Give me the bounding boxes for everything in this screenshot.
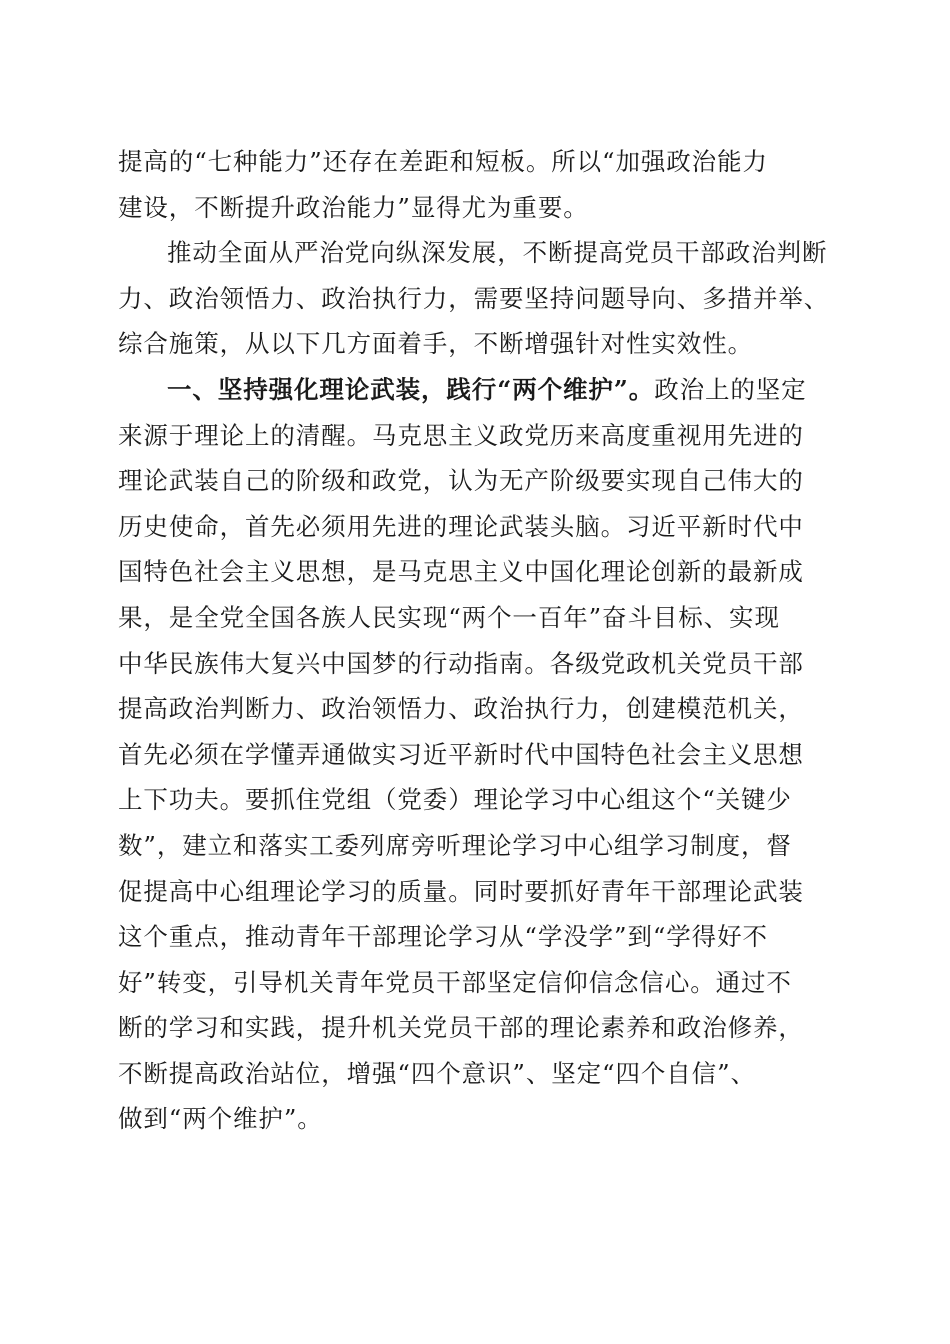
paragraph-line: 做到“两个维护”。 [118,1104,323,1134]
paragraph-line: 促提高中心组理论学习的质量。同时要抓好青年干部理论武装 [118,876,804,906]
paragraph-line: 首先必须在学懂弄通做实习近平新时代中国特色社会主义思想 [118,739,804,769]
paragraph-line: 好”转变，引导机关青年党员干部坚定信仰信念信心。通过不 [118,967,792,997]
document-body [118,139,830,1142]
paragraph-line: 理论武装自己的阶级和政党，认为无产阶级要实现自己伟大的 [118,466,804,496]
paragraph-line: 国特色社会主义思想，是马克思主义中国化理论创新的最新成 [118,557,804,587]
paragraph-line: 果，是全党全国各族人民实现“两个一百年”奋斗目标、实现 [118,602,780,632]
section-heading-line [118,367,830,413]
paragraph-line: 提高政治判断力、政治领悟力、政治执行力，创建模范机关， [118,694,804,724]
paragraph-line: 推动全面从严治党向纵深发展，不断提高党员干部政治判断 [167,238,828,268]
paragraph-line: 来源于理论上的清醒。马克思主义政党历来高度重视用先进的 [118,420,804,450]
paragraph-line: 数”，建立和落实工委列席旁听理论学习中心组学习制度，督 [118,830,792,860]
paragraph-line: 综合施策，从以下几方面着手，不断增强针对性实效性。 [118,329,753,359]
section-heading: 一、坚持强化理论武装，践行“两个维护”。 [167,374,655,404]
paragraph-line: 上下功夫。要抓住党组（党委）理论学习中心组这个“关键少 [118,785,792,815]
paragraph-line: 中华民族伟大复兴中国梦的行动指南。各级党政机关党员干部 [118,648,804,678]
paragraph-line: 提高的“七种能力”还存在差距和短板。所以“加强政治能力 [118,147,768,176]
paragraph-line: 这个重点，推动青年干部理论学习从“学没学”到“学得好不 [118,922,768,952]
paragraph-line: 断的学习和实践，提升机关党员干部的理论素养和政治修养， [118,1013,804,1043]
paragraph-text: 政治上的坚定 [654,374,807,404]
paragraph-line: 历史使命，首先必须用先进的理论武装头脑。习近平新时代中 [118,511,804,541]
paragraph-line: 不断提高政治站位，增强“四个意识”、坚定“四个自信”、 [118,1058,756,1088]
paragraph-line: 建设，不断提升政治能力”显得尤为重要。 [118,192,589,222]
paragraph-line: 力、政治领悟力、政治执行力，需要坚持问题导向、多措并举、 [118,283,830,313]
